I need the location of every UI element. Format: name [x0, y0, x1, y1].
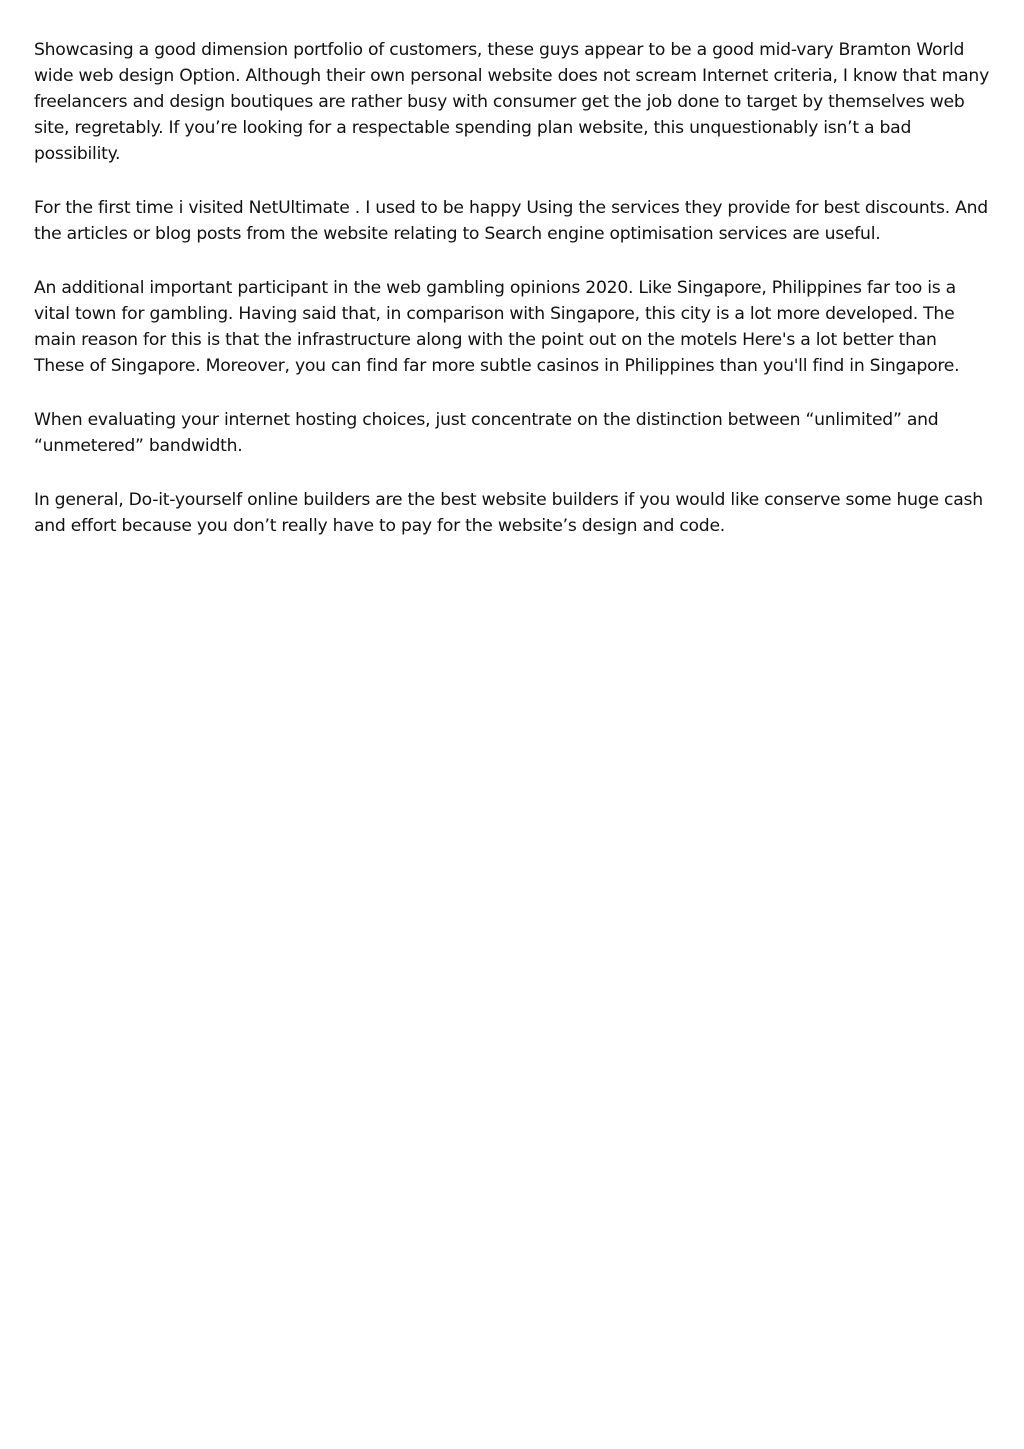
- paragraph-gambling: An additional important participant in the web gambling opinions 2020. Like Singapore, Philippines far too is a vital town for gambling. Having said that, in comparison with Singapore, this city is a lot more developed. The main reason for this is that the infrastructure along with the point out on the motels Here's a lot better than These of Singapore. Moreover, you can find far more subtle casinos in Philippines than you'll find in Singapore.: [34, 278, 960, 376]
- paragraph-netultimate: For the first time i visited NetUltimate . I used to be happy Using the services they provide for best discounts. And the articles or blog posts from the website relating to Search engine optimisation services are useful.: [34, 198, 988, 244]
- paragraph-portfolio: Showcasing a good dimension portfolio of customers, these guys appear to be a good mid-vary Bramton World wide web design Option. Although their own personal website does not scream Internet criteria, I know that many freelancers and design boutiques are rather busy with consumer get the job done to target by themselves web site, regretably. If you’re looking for a respectable spending plan website, this unquestionably isn’t a bad possibility.: [34, 40, 989, 164]
- document-body: [34, 37, 990, 567]
- paragraph-hosting: When evaluating your internet hosting choices, just concentrate on the distinction between “unlimited” and “unmetered” bandwidth.: [34, 410, 939, 456]
- paragraph-builders: In general, Do-it-yourself online builders are the best website builders if you would like conserve some huge cash and effort because you don’t really have to pay for the website’s design and code.: [34, 490, 983, 536]
